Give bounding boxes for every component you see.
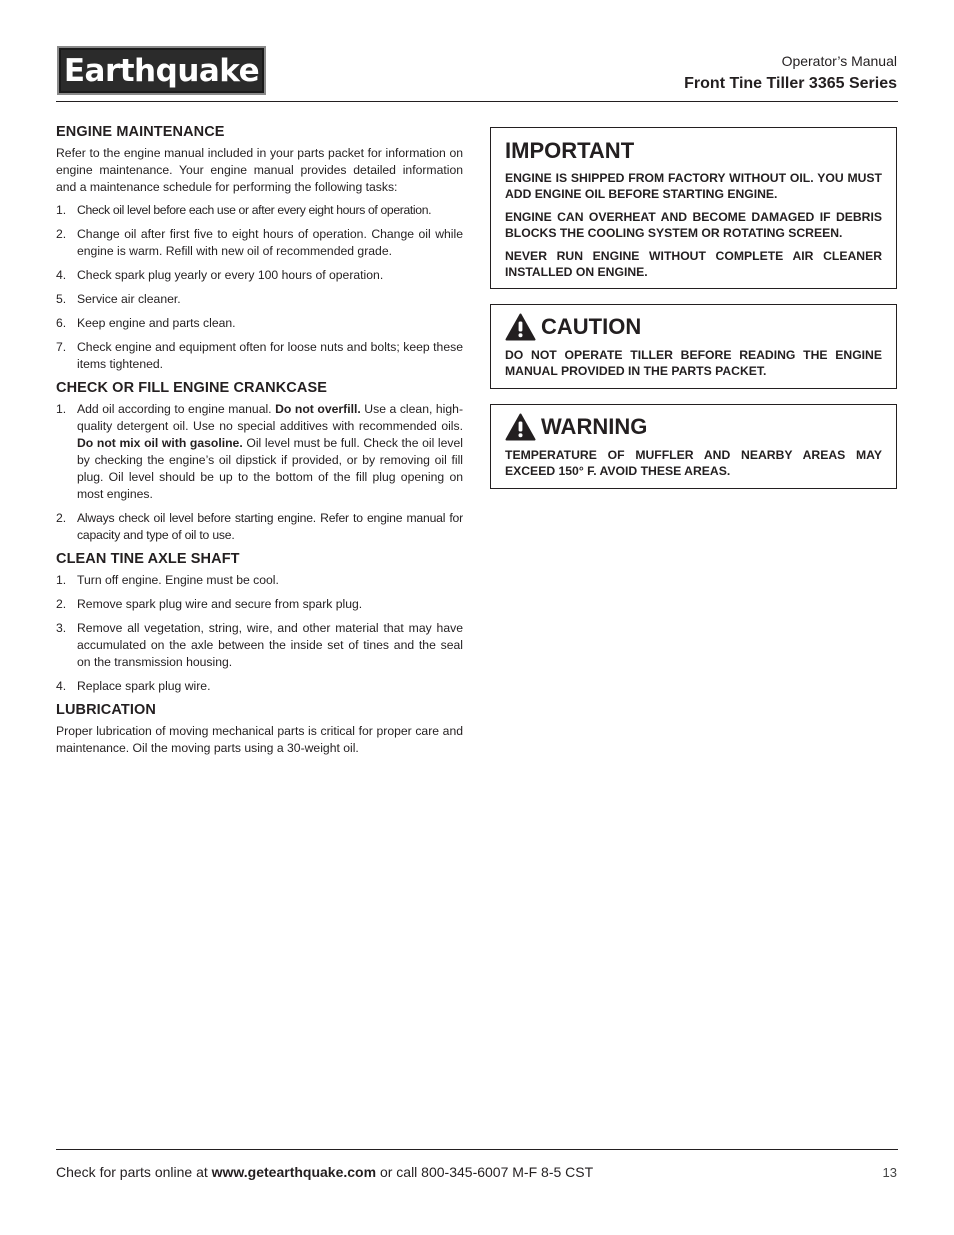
list-item: 5. Service air cleaner. bbox=[56, 292, 181, 306]
header-divider bbox=[56, 101, 898, 102]
earthquake-logo bbox=[57, 46, 266, 95]
warning-title: WARNING bbox=[541, 414, 648, 439]
important-title: IMPORTANT bbox=[505, 138, 635, 163]
list-item: 6. Keep engine and parts clean. bbox=[56, 316, 236, 330]
left-column bbox=[56, 124, 463, 763]
list-item: 2. Remove spark plug wire and secure from spark plug. bbox=[56, 597, 363, 611]
list-item: 4. Replace spark plug wire. bbox=[56, 679, 211, 693]
engine-maintenance-intro: Refer to the engine manual included in your parts packet for information on engine maintenance. Your engine manual provides detailed information and a maintenance schedule for performing the following tasks: bbox=[56, 146, 463, 194]
axle-list bbox=[56, 572, 463, 695]
list-item: 1. Add oil according to engine manual. Do not overfill. Use a clean, high-quality detergent oil. Use no special additives with recommended oils. Do not mix oil with gasoline. Oil level must be full. Check the oil level by checking the engine’s oil dipstick if provided, or by removing oil fill plug. Oil level should be up to the bottom of the fill plug opening on most engines. bbox=[56, 402, 463, 501]
page-number: 13 bbox=[882, 1165, 897, 1180]
list-item: 2. Always check oil level before starting engine. Refer to engine manual for capacity and type of oil to use. bbox=[56, 511, 463, 542]
warning-text: TEMPERATURE OF MUFFLER AND NEARBY AREAS MAY EXCEED 150° F. AVOID THESE AREAS. bbox=[505, 448, 882, 478]
caution-text: DO NOT OPERATE TILLER BEFORE READING THE ENGINE MANUAL PROVIDED IN THE PARTS PACKET. bbox=[505, 348, 882, 378]
footer-contact: Check for parts online at www.getearthquake.com or call 800-345-6007 M-F 8-5 CST bbox=[56, 1164, 594, 1180]
list-item: 3. Remove all vegetation, string, wire, and other material that may have accumulated on the axle between the inside set of tines and the seal on the transmission housing. bbox=[56, 621, 463, 669]
list-item: 1. Turn off engine. Engine must be cool. bbox=[56, 573, 279, 587]
warning-triangle-icon bbox=[505, 413, 536, 441]
important-box bbox=[490, 127, 897, 289]
crankcase-list bbox=[56, 401, 463, 544]
caution-header bbox=[505, 313, 882, 341]
axle-heading: CLEAN TINE AXLE SHAFT bbox=[56, 551, 240, 567]
lubrication-text: Proper lubrication of moving mechanical parts is critical for proper care and maintenance. Oil the moving parts using a 30-weight oil. bbox=[56, 724, 463, 755]
logo-text: Earthquake bbox=[63, 52, 260, 89]
list-item: 2. Change oil after first five to eight hours of operation. Change oil while engine is warm. Refill with new oil of recommended grade. bbox=[56, 227, 463, 258]
important-line: ENGINE IS SHIPPED FROM FACTORY WITHOUT OIL. YOU MUST ADD ENGINE OIL BEFORE STARTING ENGINE. bbox=[505, 171, 882, 201]
caution-box bbox=[490, 304, 897, 389]
warning-triangle-icon bbox=[505, 313, 536, 341]
warning-header bbox=[505, 413, 882, 441]
list-item: 4. Check spark plug yearly or every 100 hours of operation. bbox=[56, 268, 384, 282]
engine-maintenance-heading: ENGINE MAINTENANCE bbox=[56, 124, 225, 140]
warning-box bbox=[490, 404, 897, 489]
series-label: Front Tine Tiller 3365 Series bbox=[684, 75, 897, 92]
caution-title: CAUTION bbox=[541, 314, 642, 339]
important-line: ENGINE CAN OVERHEAT AND BECOME DAMAGED IF DEBRIS BLOCKS THE COOLING SYSTEM OR ROTATING SCREEN. bbox=[505, 210, 882, 240]
overfill-warning: Do not overfill. bbox=[275, 402, 361, 416]
website-link[interactable]: www.getearthquake.com bbox=[211, 1164, 377, 1180]
engine-maintenance-list bbox=[56, 202, 463, 373]
crankcase-heading: CHECK OR FILL ENGINE CRANKCASE bbox=[56, 380, 327, 396]
lubrication-heading: LUBRICATION bbox=[56, 702, 156, 718]
list-item: 7. Check engine and equipment often for loose nuts and bolts; keep these items tightened. bbox=[56, 340, 463, 371]
footer-divider bbox=[56, 1149, 898, 1150]
list-item: 1. Check oil level before each use or after every eight hours of operation. bbox=[56, 203, 432, 217]
gasoline-warning: Do not mix oil with gasoline. bbox=[77, 436, 243, 450]
important-line: NEVER RUN ENGINE WITHOUT COMPLETE AIR CLEANER INSTALLED ON ENGINE. bbox=[505, 249, 882, 279]
manual-label: Operator’s Manual bbox=[781, 53, 897, 69]
